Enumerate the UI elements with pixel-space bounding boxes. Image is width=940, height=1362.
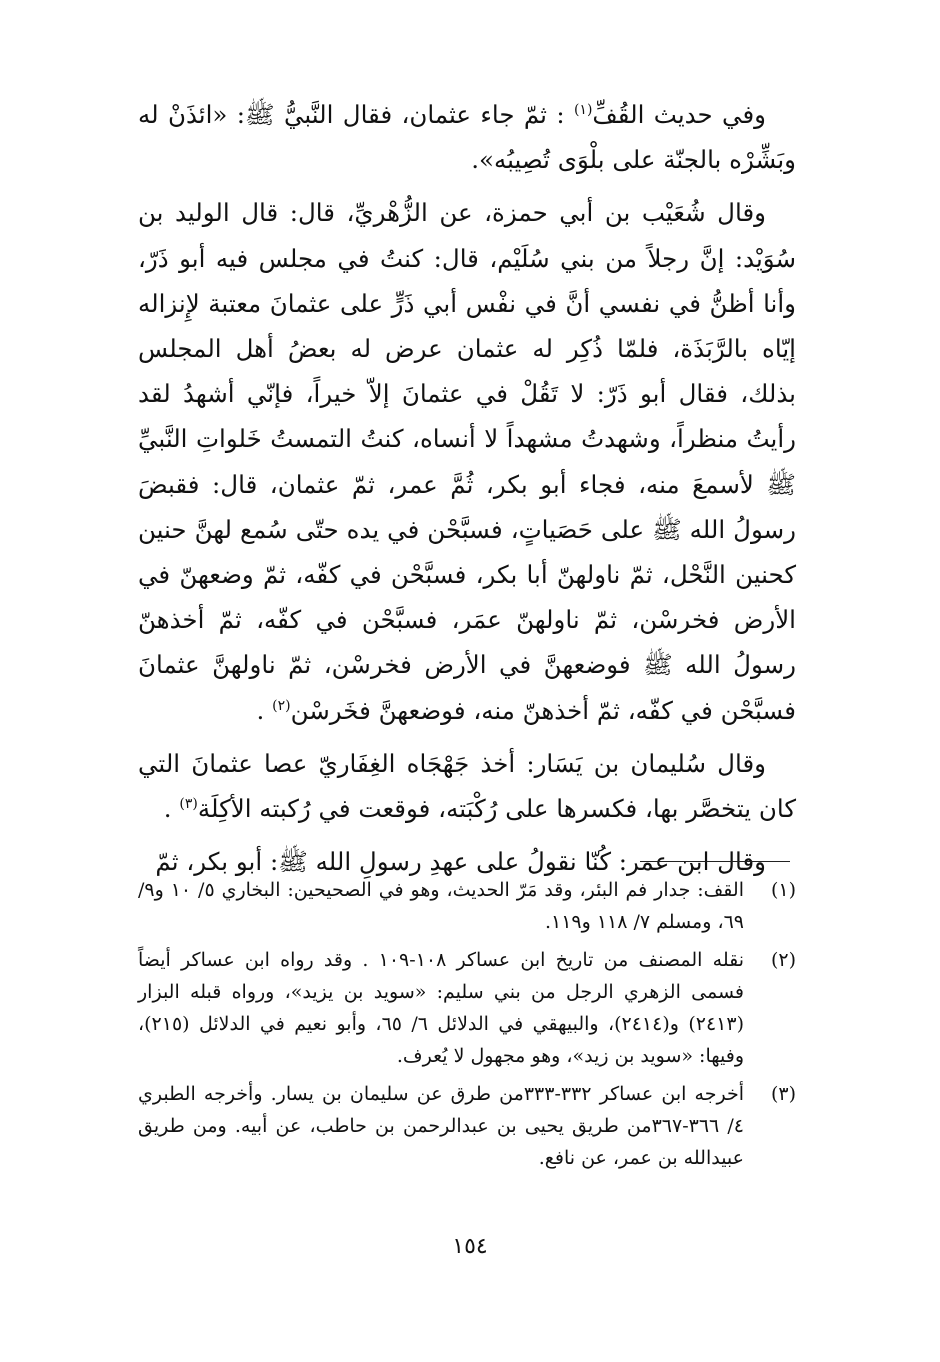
paragraph-text: . <box>163 794 180 824</box>
footnote-number: (١) <box>770 879 796 901</box>
paragraph-1 <box>138 92 796 182</box>
main-text <box>138 92 796 892</box>
footnote-number: (٢) <box>770 949 796 971</box>
footnote-1 <box>138 874 796 938</box>
footnote-2 <box>138 944 796 1072</box>
footnote-3 <box>138 1078 796 1174</box>
paragraph-text: وقال ابن عمر: كُنّا نقولُ على عهدِ رسولِ الله ﷺ: أبو بكر، ثمّ <box>155 847 766 877</box>
footnote-text: نقله المصنف من تاريخ ابن عساكر ١٠٨-١٠٩ . وقد رواه ابن عساكر أيضاً فسمى الزهري الرجل من بني سليم: «سويد بن يزيد»، ورواه قبله البزار (٢٤١٣) و(٢٤١٤)، والبيهقي في الدلائل ٦/ ٦٥، وأبو نعيم في الدلائل (٢١٥)، وفيها: «سويد بن زيد»، وهو مجهول لا يُعرف. <box>138 949 745 1067</box>
footnote-marker: (٣) <box>179 795 198 812</box>
footnote-text: القف: جدار فم البئر، وقد مَرّ الحديث، وهو في الصحيحين: البخاري ٥/ ١٠ و٩/ ٦٩، ومسلم ٧/ ١١٨ و١١٩. <box>138 879 744 933</box>
footnote-number: (٣) <box>770 1083 796 1105</box>
paragraph-text: وقال شُعَيْب بن أبي حمزة، عن الزُّهْريِّ، قال: قال الوليد بن سُوَيْد: إنَّ رجلاً من بني سُلَيْم، قال: كنتُ في مجلس فيه أبو ذَرّ، وأنا أظنُّ في نفسي أنَّ في نفْس أبي ذَرٍّ على عثمانَ معتبة لإِنزاله إيّاه بالرَّبَذَة، فلمّا ذُكِر له عثمان عرض له بعضُ أهل المجلس بذلك، فقال أبو ذَرّ: لا تَقُلْ في عثمانَ إلاّ خيراً، فإنّي أشهدُ لقد رأيتُ منظراً، وشهدتُ مشهداً لا أنساه، كنتُ التمستُ خَلواتِ النَّبيِّ ﷺ لأسمعَ منه، فجاء أبو بكر، ثُمَّ عمر، ثمّ عثمان، قال: فقبضَ رسولُ الله ﷺ على حَصَياتٍ، فسبَّحْن في يده حتّى سُمع لهنَّ حنين كحنين النَّحْل، ثمّ ناولهنّ أبا بكر، فسبَّحْن في كفّه، ثمّ وضعهنّ في الأرض فخرسْن، ثمّ ناولهنّ عمَر، فسبَّحْن في كفّه، ثمّ أخذهنّ رسولُ الله ﷺ فوضعهنَّ في الأرض فخرسْن، ثمّ ناولهنَّ عثمانَ فسبَّحْن في كفّه، ثمّ أخذهنّ منه، فوضعهنَّ فخَرسْن <box>138 198 796 725</box>
footnote-marker: (١) <box>573 101 593 118</box>
paragraph-text: وقال سُليمان بن يَسَار: أخذ جَهْجَاه الغِفَاريّ عصا عثمانَ التي كان يتخصَّر بها، فكسرها على رُكْبَته، فوقعت في رُكبته الأكِلَة <box>138 748 796 824</box>
paragraph-text: . <box>256 695 273 725</box>
paragraph-text: : ثمّ جاء عثمان، فقال النَّبيُّ ﷺ: «ائذَنْ له وبَشِّرْه بالجنّة على بلْوَى تُصِيبُه». <box>138 100 796 175</box>
page-number: ١٥٤ <box>452 1234 488 1259</box>
footnote-marker: (٢) <box>272 697 291 714</box>
paragraph-2 <box>138 190 796 732</box>
footnote-text: أخرجه ابن عساكر ٣٣٢-٣٣٣من طرق عن سليمان بن يسار. وأخرجه الطبري ٤/ ٣٦٦-٣٦٧من طريق يحيى بن عبدالرحمن بن حاطب، عن أبيه. ومن طريق عبيدالله بن عمر، عن نافع. <box>138 1083 744 1169</box>
paragraph-3 <box>138 741 796 831</box>
footnote-separator <box>640 861 790 862</box>
paragraph-text: وفي حديث القُفِّ <box>592 100 766 129</box>
footnotes-section <box>138 874 796 1180</box>
